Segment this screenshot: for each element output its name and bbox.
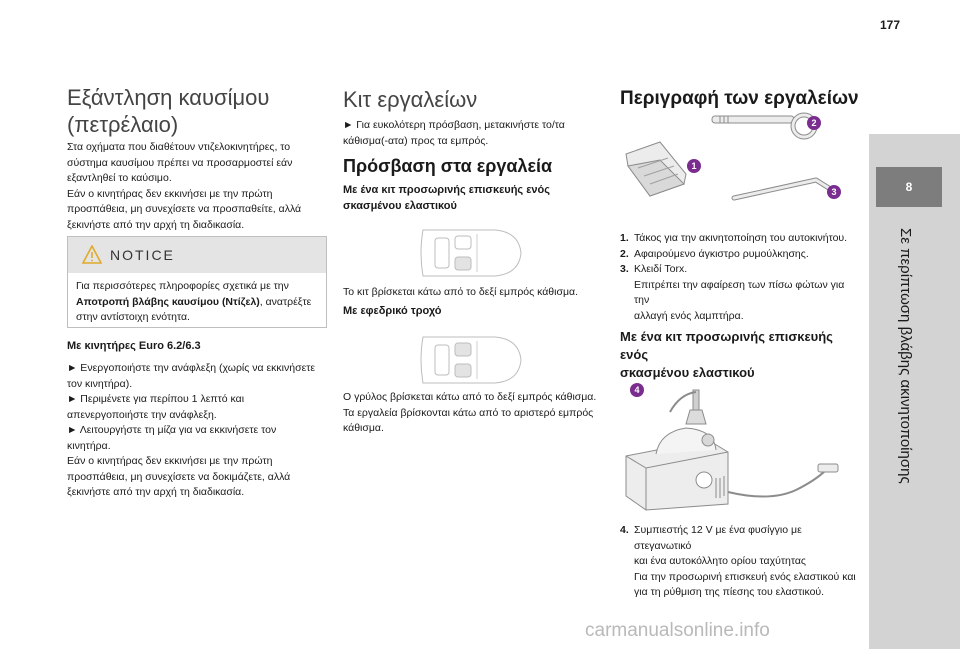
toolkit-intro-line: κάθισμα(-ατα) προς τα εμπρός.	[343, 134, 489, 147]
item-number: 3.	[620, 263, 629, 275]
towing-hook-icon	[712, 115, 815, 137]
item-text: Αφαιρούμενο άγκιστρο ρυμούλκησης.	[634, 247, 809, 260]
page-number: 177	[880, 18, 901, 32]
compressor-icon	[626, 428, 728, 510]
car-top-view-kit-diagram	[415, 224, 525, 282]
step-line: ξεκινήστε από την αρχή τη διαδικασία.	[67, 486, 245, 498]
spare-text-line: Ο γρύλος βρίσκεται κάτω από το δεξί εμπρός κάθισμα.	[343, 391, 597, 403]
fuel-heading-line1: Εξάντληση καυσίμου	[67, 85, 270, 110]
list-item	[620, 523, 860, 601]
item-text: και ένα αυτοκόλλητο ορίου ταχύτητας	[634, 555, 806, 567]
callout-badge-2: 2	[807, 116, 821, 130]
list-item	[620, 231, 860, 247]
fuel-intro-line: εξαντληθεί το καύσιμο.	[67, 172, 172, 184]
item-text: Κλειδί Torx.	[634, 263, 688, 275]
chapter-tab[interactable]: 8	[876, 167, 942, 207]
item-text: Για την προσωρινή επισκευή ενός ελαστικού και	[634, 570, 856, 583]
step-line: κινητήρα.	[67, 439, 111, 452]
fuel-intro-line: προσπάθεια, μη συνεχίσετε να προσπαθείτε, αλλά	[67, 203, 302, 215]
fuel-intro	[67, 140, 325, 233]
step-line: απενεργοποιήστε την ανάφλεξη.	[67, 408, 217, 421]
notice-text: στην αντίστοιχη ενότητα.	[76, 311, 190, 323]
toolkit-intro-line: ► Για ευκολότερη πρόσβαση, μετακινήστε το/τα	[343, 119, 565, 131]
list-item	[620, 247, 860, 263]
kit-location-text: Το κιτ βρίσκεται κάτω από το δεξί εμπρός κάθισμα.	[343, 286, 578, 298]
power-cable-icon	[728, 464, 838, 497]
tools-list	[620, 231, 860, 324]
callout-badge-4: 4	[630, 383, 644, 397]
callout-badge-3: 3	[827, 185, 841, 199]
toolkit-heading: Κιτ εργαλείων	[343, 87, 478, 112]
watermark: carmanualsonline.info	[585, 620, 770, 641]
sealant-cartridge-icon	[670, 390, 706, 424]
chapter-title: Σε περίπτωση βλάβης ακινητοποίησης	[897, 228, 914, 484]
step-line: ► Λειτουργήστε τη μίζα για να εκκινήσετε τον	[67, 424, 277, 436]
kit-subheading	[343, 182, 601, 214]
fuel-intro-line: Εάν ο κινητήρας δεν εκκινήσει με την πρώτη	[67, 187, 273, 200]
notice-box	[67, 236, 327, 328]
notice-text: , ανατρέξτε	[259, 295, 312, 308]
spare-wheel-subheading: Με εφεδρικό τροχό	[343, 305, 442, 317]
spare-text-line: κάθισμα.	[343, 422, 384, 434]
notice-link[interactable]: Αποτροπή βλάβης καυσίμου (Ντίζελ)	[76, 295, 260, 308]
fuel-heading-line2: (πετρέλαιο)	[67, 112, 179, 137]
item-text: Επιτρέπει την αφαίρεση των πίσω φώτων για την	[634, 278, 845, 306]
item-number: 2.	[620, 247, 629, 260]
kit-subheading-line: Με ένα κιτ προσωρινής επισκευής ενός	[343, 184, 550, 196]
fuel-intro-line: Στα οχήματα που διαθέτουν ντιζελοκινητήρες, το	[67, 141, 291, 153]
step-line: τον κινητήρα).	[67, 377, 133, 390]
spare-text-line: Τα εργαλεία βρίσκονται κάτω από το αριστερό εμπρός	[343, 406, 594, 419]
toolkit-intro	[343, 118, 601, 149]
notice-body	[68, 273, 326, 332]
list-item	[620, 262, 860, 324]
step-line: προσπάθεια, μη συνεχίσετε να δοκιμάζετε, αλλά	[67, 470, 291, 483]
warning-icon	[82, 245, 102, 264]
torx-key-icon	[734, 180, 832, 198]
tools-description-heading: Περιγραφή των εργαλείων	[620, 88, 859, 109]
step-line: Εάν ο κινητήρας δεν εκκινήσει με την πρώτη	[67, 455, 273, 467]
item-number: 1.	[620, 232, 629, 244]
compressor-illustration	[620, 372, 860, 512]
notice-text: Για περισσότερες πληροφορίες σχετικά με την	[76, 280, 289, 292]
notice-title: NOTICE	[110, 247, 175, 263]
item-text: αλλαγή ενός λαμπτήρα.	[634, 309, 744, 322]
step-line: ► Ενεργοποιήστε την ανάφλεξη (χωρίς να εκκινήσετε	[67, 362, 316, 374]
spare-wheel-text	[343, 390, 601, 437]
compressor-list	[620, 523, 860, 601]
fuel-heading	[67, 84, 325, 138]
tools-illustration	[620, 112, 860, 216]
step-line: ► Περιμένετε για περίπου 1 λεπτό και	[67, 393, 245, 405]
engine-heading: Με κινητήρες Euro 6.2/6.3	[67, 340, 201, 352]
wheel-chock-icon	[626, 142, 686, 196]
callout-badge-1: 1	[687, 159, 701, 173]
item-number: 4.	[620, 524, 629, 536]
chapter-sidebar	[869, 134, 960, 649]
item-text: για τη ρύθμιση της πίεσης του ελαστικού.	[634, 586, 825, 598]
restart-steps	[67, 361, 325, 501]
kit-subheading-line: σκασμένου ελαστικού	[343, 200, 457, 212]
car-top-view-spare-diagram	[415, 331, 525, 389]
access-heading: Πρόσβαση στα εργαλεία	[343, 156, 553, 176]
repair-kit-subheading-line: Με ένα κιτ προσωρινής επισκευής ενός	[620, 329, 833, 362]
repair-kit-subheading-line: σκασμένου ελαστικού	[620, 365, 755, 380]
item-text: Συμπιεστής 12 V με ένα φυσίγγιο με στεγανωτικό	[634, 524, 802, 552]
item-text: Τάκος για την ακινητοποίηση του αυτοκινήτου.	[634, 232, 848, 244]
fuel-intro-line: σύστημα καυσίμου πρέπει να προσαρμοστεί εάν	[67, 156, 293, 169]
fuel-intro-line: ξεκινήστε από την αρχή τη διαδικασία.	[67, 218, 245, 231]
notice-header	[68, 237, 326, 273]
